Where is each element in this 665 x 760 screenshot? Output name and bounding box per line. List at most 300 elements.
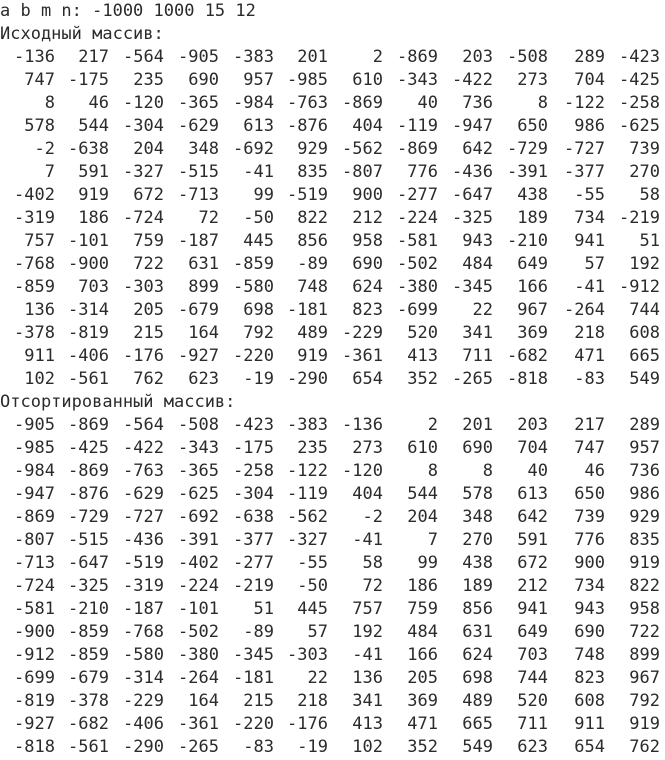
array-cell: 672 [517,553,548,573]
array-cell: -391 [178,530,219,550]
array-cell: 967 [629,668,660,688]
sorted-array-row [0,713,665,736]
array-cell: 734 [574,576,605,596]
array-cell: 958 [629,599,660,619]
array-cell: -229 [342,323,383,343]
array-cell: -905 [14,415,55,435]
array-cell: -19 [297,737,328,757]
array-cell: -423 [619,47,660,67]
array-cell: 7 [427,530,438,550]
array-cell: 792 [629,691,660,711]
array-cell: -365 [178,461,219,481]
array-cell: 438 [517,185,548,205]
array-cell: -314 [123,668,164,688]
original-array-row [0,368,665,391]
array-cell: -422 [452,70,493,90]
array-cell: -265 [178,737,219,757]
array-cell: 273 [517,70,548,90]
array-cell: -303 [123,277,164,297]
original-array-row [0,46,665,69]
array-cell: 650 [517,116,548,136]
array-cell: 348 [462,507,493,527]
array-cell: 273 [352,438,383,458]
array-cell: -391 [507,162,548,182]
array-cell: 8 [44,93,55,113]
array-cell: 929 [629,507,660,527]
original-array-row [0,230,665,253]
array-cell: -502 [178,622,219,642]
array-cell: -120 [123,93,164,113]
array-cell: 341 [462,323,493,343]
array-cell: -859 [68,645,109,665]
array-cell: -713 [178,185,219,205]
array-cell: -380 [178,645,219,665]
array-cell: 404 [352,116,383,136]
array-cell: -869 [14,507,55,527]
original-array-row [0,299,665,322]
array-cell: -859 [233,254,274,274]
sorted-array-row [0,506,665,529]
array-cell: 520 [407,323,438,343]
array-cell: 484 [462,254,493,274]
array-cell: -580 [123,645,164,665]
array-cell: 192 [352,622,383,642]
array-cell: -647 [68,553,109,573]
array-cell: 102 [24,369,55,389]
array-cell: 623 [188,369,219,389]
array-cell: -277 [233,553,274,573]
array-cell: -120 [342,461,383,481]
array-cell: -912 [619,277,660,297]
array-cell: 369 [517,323,548,343]
array-cell: -768 [14,254,55,274]
array-cell: 734 [574,208,605,228]
array-cell: 51 [253,599,274,619]
original-array-row [0,345,665,368]
sorted-array-row [0,575,665,598]
array-cell: -136 [14,47,55,67]
array-cell: -912 [14,645,55,665]
array-cell: 736 [629,461,660,481]
array-cell: 624 [352,277,383,297]
array-cell: 270 [462,530,493,550]
sorted-array-row [0,598,665,621]
array-cell: 235 [133,70,164,90]
array-cell: -406 [68,346,109,366]
array-cell: 610 [407,438,438,458]
array-cell: 445 [297,599,328,619]
array-cell: 164 [188,691,219,711]
array-cell: -361 [342,346,383,366]
array-cell: -210 [68,599,109,619]
array-cell: -304 [233,484,274,504]
array-cell: 703 [517,645,548,665]
array-cell: 549 [462,737,493,757]
array-cell: -422 [123,438,164,458]
array-cell: -692 [178,507,219,527]
array-cell: -985 [287,70,328,90]
sorted-array-row [0,621,665,644]
array-cell: -768 [123,622,164,642]
array-cell: 835 [629,530,660,550]
array-cell: 822 [629,576,660,596]
array-cell: -314 [68,300,109,320]
array-cell: -219 [233,576,274,596]
array-cell: -519 [287,185,328,205]
array-cell: -2 [34,139,55,159]
array-cell: -319 [14,208,55,228]
array-cell: 99 [253,185,274,205]
array-cell: -869 [342,93,383,113]
array-cell: -502 [397,254,438,274]
array-cell: 759 [407,599,438,619]
array-cell: -210 [507,231,548,251]
array-cell: -229 [123,691,164,711]
array-cell: 665 [629,346,660,366]
array-cell: -265 [452,369,493,389]
array-cell: -727 [123,507,164,527]
array-cell: -869 [68,461,109,481]
array-cell: -327 [123,162,164,182]
array-cell: 484 [407,622,438,642]
array-cell: -327 [287,530,328,550]
array-cell: 690 [188,70,219,90]
array-cell: 471 [574,346,605,366]
array-cell: -365 [178,93,219,113]
array-cell: 348 [188,139,219,159]
array-cell: -304 [123,116,164,136]
original-array-row [0,69,665,92]
array-cell: -264 [178,668,219,688]
original-array-row [0,161,665,184]
array-cell: -83 [243,737,274,757]
array-cell: -383 [233,47,274,67]
params-line: a b m n: -1000 1000 15 12 [0,1,256,21]
sorted-array-row [0,414,665,437]
array-cell: -818 [507,369,548,389]
array-cell: 164 [188,323,219,343]
array-cell: -343 [178,438,219,458]
array-cell: 919 [78,185,109,205]
array-cell: 835 [297,162,328,182]
sorted-array-row [0,460,665,483]
array-cell: 235 [297,438,328,458]
array-cell: 203 [462,47,493,67]
sorted-array-row [0,483,665,506]
array-cell: -377 [564,162,605,182]
array-cell: 698 [462,668,493,688]
array-cell: 471 [407,714,438,734]
array-cell: 46 [88,93,109,113]
array-cell: 608 [629,323,660,343]
array-cell: -19 [243,369,274,389]
array-cell: -50 [297,576,328,596]
array-cell: -581 [397,231,438,251]
array-cell: 690 [462,438,493,458]
array-cell: 203 [517,415,548,435]
array-cell: -303 [287,645,328,665]
array-cell: -219 [619,208,660,228]
array-cell: 823 [574,668,605,688]
sorted-array-title: Отсортированный массив: [0,392,236,412]
array-cell: -425 [68,438,109,458]
array-cell: 57 [307,622,328,642]
array-cell: -564 [123,415,164,435]
original-array-row [0,92,665,115]
array-cell: 215 [243,691,274,711]
array-cell: 22 [307,668,328,688]
array-cell: 943 [574,599,605,619]
array-cell: 404 [352,484,383,504]
array-cell: -55 [297,553,328,573]
array-cell: 747 [574,438,605,458]
array-cell: 762 [629,737,660,757]
array-cell: -101 [178,599,219,619]
array-cell: -508 [178,415,219,435]
array-cell: -101 [68,231,109,251]
array-cell: -629 [178,116,219,136]
array-cell: 703 [78,277,109,297]
array-cell: -807 [14,530,55,550]
array-cell: 608 [574,691,605,711]
array-cell: -119 [287,484,328,504]
array-cell: -345 [233,645,274,665]
array-cell: 722 [133,254,164,274]
original-array-row [0,184,665,207]
array-cell: -277 [397,185,438,205]
array-cell: 631 [462,622,493,642]
array-cell: 899 [188,277,219,297]
array-cell: -629 [123,484,164,504]
array-cell: 776 [574,530,605,550]
array-cell: -345 [452,277,493,297]
array-cell: -423 [233,415,274,435]
array-cell: -638 [233,507,274,527]
array-cell: 189 [462,576,493,596]
sorted-array-row [0,667,665,690]
array-cell: 489 [297,323,328,343]
array-cell: 341 [352,691,383,711]
array-cell: 201 [462,415,493,435]
array-cell: -220 [233,714,274,734]
array-cell: 8 [537,93,548,113]
array-cell: -727 [564,139,605,159]
array-cell: 672 [133,185,164,205]
array-cell: -581 [14,599,55,619]
array-cell: 51 [639,231,660,251]
array-cell: 941 [574,231,605,251]
array-cell: -515 [178,162,219,182]
array-cell: 736 [462,93,493,113]
array-cell: -181 [233,668,274,688]
array-cell: 8 [482,461,493,481]
array-cell: -508 [507,47,548,67]
array-cell: 591 [78,162,109,182]
array-cell: 22 [472,300,493,320]
array-cell: -638 [68,139,109,159]
array-cell: 212 [352,208,383,228]
array-cell: -859 [14,277,55,297]
array-cell: 654 [574,737,605,757]
array-cell: -807 [342,162,383,182]
array-cell: 744 [517,668,548,688]
array-cell: -763 [287,93,328,113]
array-cell: 369 [407,691,438,711]
array-cell: 744 [629,300,660,320]
array-cell: 204 [407,507,438,527]
array-cell: -258 [233,461,274,481]
sorted-array-row [0,437,665,460]
array-cell: 704 [574,70,605,90]
array-cell: 136 [24,300,55,320]
array-cell: 72 [362,576,383,596]
array-cell: -319 [123,576,164,596]
array-cell: -224 [397,208,438,228]
array-cell: -343 [397,70,438,90]
array-cell: 631 [188,254,219,274]
array-cell: -41 [574,277,605,297]
array-cell: -819 [68,323,109,343]
array-cell: -176 [287,714,328,734]
array-cell: -763 [123,461,164,481]
array-cell: 759 [133,231,164,251]
array-cell: -55 [574,185,605,205]
array-cell: -927 [14,714,55,734]
array-cell: -325 [68,576,109,596]
array-cell: -325 [452,208,493,228]
array-cell: 899 [629,645,660,665]
array-cell: -176 [123,346,164,366]
array-cell: -682 [507,346,548,366]
array-cell: 270 [629,162,660,182]
array-cell: 352 [407,369,438,389]
array-cell: 578 [462,484,493,504]
sorted-array-row [0,644,665,667]
array-cell: 690 [352,254,383,274]
array-cell: -41 [243,162,274,182]
array-cell: 929 [297,139,328,159]
array-cell: 919 [297,346,328,366]
array-cell: 610 [352,70,383,90]
array-cell: -361 [178,714,219,734]
array-cell: -625 [619,116,660,136]
array-cell: 958 [352,231,383,251]
array-cell: -985 [14,438,55,458]
original-array-row [0,138,665,161]
array-cell: -380 [397,277,438,297]
array-cell: -876 [287,116,328,136]
array-cell: 650 [574,484,605,504]
array-cell: -561 [68,369,109,389]
array-cell: -869 [397,47,438,67]
array-cell: -187 [178,231,219,251]
array-cell: 102 [352,737,383,757]
array-cell: 136 [352,668,383,688]
array-cell: -699 [14,668,55,688]
array-cell: 438 [462,553,493,573]
array-cell: -406 [123,714,164,734]
array-cell: -220 [233,346,274,366]
array-cell: 911 [24,346,55,366]
array-cell: 204 [133,139,164,159]
array-cell: 823 [352,300,383,320]
array-cell: 722 [629,622,660,642]
array-cell: 919 [629,553,660,573]
array-cell: 919 [629,714,660,734]
array-cell: 46 [584,461,605,481]
array-cell: -41 [352,645,383,665]
array-cell: 544 [407,484,438,504]
array-cell: -187 [123,599,164,619]
array-cell: -175 [68,70,109,90]
array-cell: -175 [233,438,274,458]
array-cell: 856 [297,231,328,251]
array-cell: 690 [574,622,605,642]
array-cell: 201 [297,47,328,67]
array-cell: -724 [14,576,55,596]
array-cell: 747 [24,70,55,90]
array-cell: 72 [198,208,219,228]
array-cell: -876 [68,484,109,504]
array-cell: -402 [178,553,219,573]
array-cell: 7 [44,162,55,182]
array-cell: -383 [287,415,328,435]
array-cell: 2 [427,415,438,435]
array-cell: 967 [517,300,548,320]
original-array-title: Исходный массив: [0,24,164,44]
array-cell: -900 [68,254,109,274]
array-cell: 642 [517,507,548,527]
array-cell: 654 [352,369,383,389]
array-cell: 757 [352,599,383,619]
array-cell: 986 [574,116,605,136]
array-cell: -947 [452,116,493,136]
array-cell: 748 [297,277,328,297]
array-cell: -947 [14,484,55,504]
array-cell: 957 [629,438,660,458]
array-cell: 986 [629,484,660,504]
array-cell: -562 [342,139,383,159]
array-cell: 489 [462,691,493,711]
array-cell: 739 [574,507,605,527]
sorted-array-row [0,690,665,713]
array-cell: -729 [68,507,109,527]
array-cell: -905 [178,47,219,67]
array-cell: -692 [233,139,274,159]
array-cell: -564 [123,47,164,67]
array-cell: -436 [123,530,164,550]
array-cell: -562 [287,507,328,527]
array-cell: 739 [629,139,660,159]
array-cell: 289 [629,415,660,435]
array-cell: -83 [574,369,605,389]
array-cell: -89 [297,254,328,274]
array-cell: 520 [517,691,548,711]
array-cell: 822 [297,208,328,228]
array-cell: -724 [123,208,164,228]
original-array-row [0,115,665,138]
original-array-row [0,207,665,230]
array-cell: -136 [342,415,383,435]
array-cell: 711 [517,714,548,734]
array-cell: 205 [407,668,438,688]
array-cell: 186 [78,208,109,228]
array-cell: 792 [243,323,274,343]
array-cell: 549 [629,369,660,389]
array-cell: 58 [362,553,383,573]
array-cell: 352 [407,737,438,757]
array-cell: 413 [407,346,438,366]
